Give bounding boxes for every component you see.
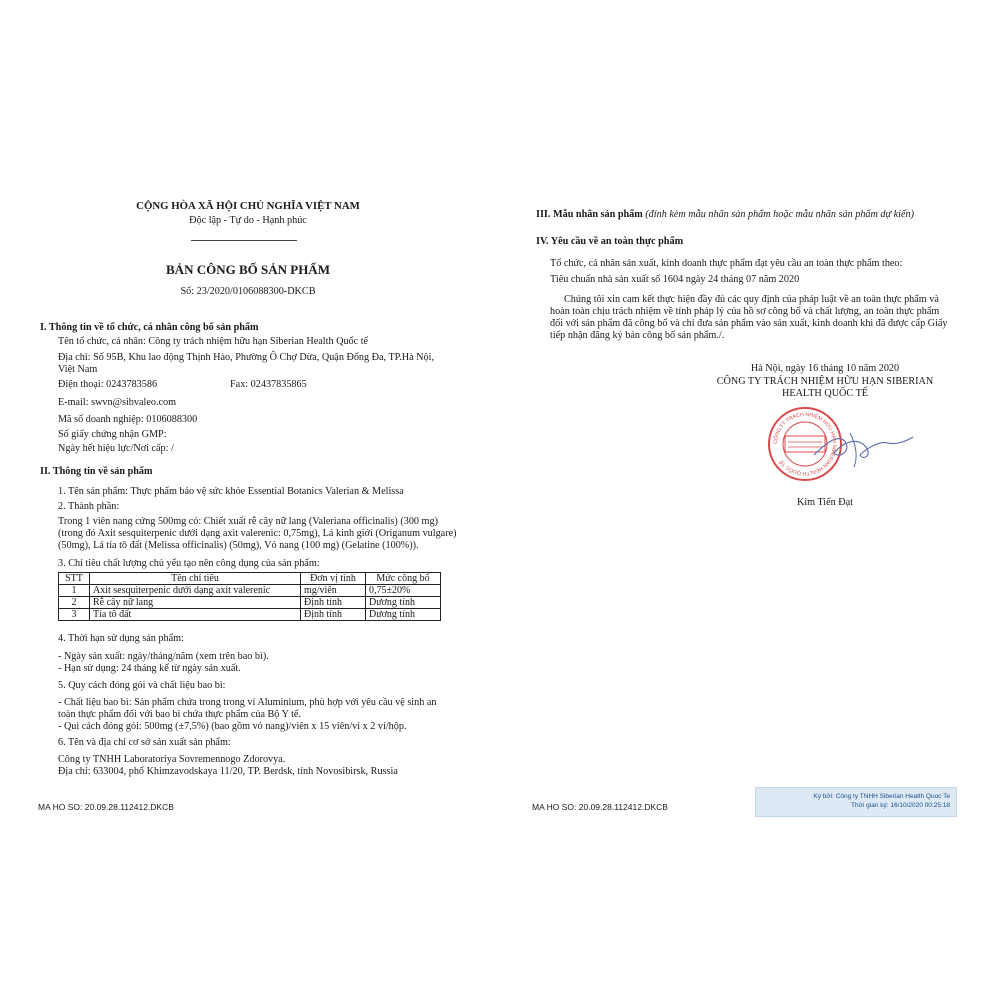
manufacturer-address: Địa chỉ: 633004, phố Khimzavodskaya 11/20, TP. Berdsk, tỉnh Novosibirsk, Russia — [58, 766, 398, 777]
table-cell: Định tính — [301, 597, 366, 609]
safety-line-2: Tiêu chuẩn nhà sản xuất số 1604 ngày 24 tháng 07 năm 2020 — [550, 274, 800, 285]
commitment-line-4: tiếp nhận đăng ký bản công bố sản phẩm./. — [550, 330, 725, 341]
table-cell: Tía tô đất — [90, 609, 301, 621]
org-fax: Fax: 02437835865 — [230, 379, 307, 390]
org-email: E-mail: swvn@sibvaleo.com — [58, 397, 177, 408]
table-header-row — [59, 573, 441, 585]
table-cell: Định tính — [301, 609, 366, 621]
section-3-title: III. Mẫu nhãn sản phẩm — [536, 209, 643, 220]
product-name: 1. Tên sản phẩm: Thực phẩm bảo vệ sức khỏe Essential Botanics Valerian & Melissa — [58, 486, 404, 497]
document-number: Số: 23/2020/0106088300-DKCB — [180, 286, 316, 297]
section-1-title: I. Thông tin về tổ chức, cá nhân công bố sản phẩm — [40, 322, 259, 333]
manufacturer-name: Công ty TNHH Laboratoriya Sovremennogo Zdorovya. — [58, 754, 286, 765]
composition-line-2: (trong đó Axit sesquiterpenic dưới dạng axit valerenic: 0,75mg), Lá kinh giới (Origanum vulgare) — [58, 528, 457, 539]
right-footer-code: MA HO SO: 20.09.28.112412.DKCB — [532, 802, 668, 812]
digital-signature-box — [755, 787, 957, 817]
company-name-line-2: HEALTH QUỐC TẾ — [781, 388, 869, 399]
document-title: BẢN CÔNG BỐ SẢN PHẨM — [166, 262, 330, 277]
packaging-line-3: - Qui cách đóng gói: 500mg (±7,5%) (bao gồm vỏ nang)/viên x 15 viên/vỉ x 2 vỉ/hộp. — [58, 721, 407, 732]
digital-signed-time: Thời gian ký: 16/10/2020 00:25:18 — [851, 802, 950, 809]
table-cell: 1 — [59, 585, 90, 597]
safety-line-1: Tổ chức, cá nhân sản xuất, kinh doanh thực phẩm đạt yêu cầu an toàn thực phẩm theo: — [550, 258, 903, 269]
manufacture-date: - Ngày sản xuất: ngày/tháng/năm (xem trên bao bì). — [58, 651, 269, 662]
packaging-line-2: toàn thực phẩm đối với bao bì chứa thực phẩm của Bộ Y tế. — [58, 709, 301, 720]
left-footer-code: MA HO SO: 20.09.28.112412.DKCB — [38, 802, 174, 812]
signature-mark — [810, 425, 915, 470]
table-cell: mg/viên — [301, 585, 366, 597]
packaging-label: 5. Quy cách đóng gói và chất liệu bao bì: — [58, 680, 226, 691]
packaging-line-1: - Chất liệu bao bì: Sản phẩm chứa trong trong vỉ Aluminium, phù hợp với yêu cầu vệ sinh an — [58, 697, 437, 708]
table-cell: 3 — [59, 609, 90, 621]
org-address-line-2: Việt Nam — [58, 364, 98, 375]
table-row — [59, 609, 441, 621]
company-name-line-1: CÔNG TY TRÁCH NHIỆM HỮU HẠN SIBERIAN — [716, 376, 934, 387]
section-3-note: (đính kèm mẫu nhãn sản phẩm hoặc mẫu nhãn sản phẩm dự kiến) — [645, 209, 914, 220]
composition-line-1: Trong 1 viên nang cứng 500mg có: Chiết xuất rễ cây nữ lang (Valeriana officinalis) (300 mg) — [58, 516, 438, 527]
stamp-ring-text: CÔNG TY TRÁCH NHIỆM HỮU HẠN SIBERIAN HEALTH QUỐC TẾ — [772, 411, 838, 477]
composition-line-3: (50mg), Lá tía tô đất (Melissa officinalis) (50mg), Vỏ nang (100 mg) (Gelatine (100%)). — [58, 540, 419, 551]
table-row — [59, 585, 441, 597]
table-cell: Rễ cây nữ lang — [90, 597, 301, 609]
table-cell: 0,75±20% — [366, 585, 441, 597]
table-cell: Dương tính — [366, 597, 441, 609]
table-header-cell: STT — [59, 573, 90, 585]
table-header-cell: Đơn vị tính — [301, 573, 366, 585]
shelf-life: - Hạn sử dụng: 24 tháng kể từ ngày sản xuất. — [58, 663, 241, 674]
org-tax-code: Mã số doanh nghiệp: 0106088300 — [58, 414, 198, 425]
commitment-line-1: Chúng tôi xin cam kết thực hiện đầy đủ các quy định của pháp luật về an toàn thực phẩm và — [564, 294, 939, 305]
commitment-line-2: hoàn toàn chịu trách nhiệm về tính pháp lý của hồ sơ công bố và chất lượng, an toàn thực phẩm — [550, 306, 940, 317]
org-name: Tên tổ chức, cá nhân: Công ty trách nhiệm hữu hạn Siberian Health Quốc tế — [58, 336, 369, 347]
section-2-title: II. Thông tin về sản phẩm — [40, 466, 153, 477]
national-header: CỘNG HÒA XÃ HỘI CHỦ NGHĨA VIỆT NAM — [136, 200, 360, 212]
section-3-heading — [536, 209, 914, 221]
commitment-line-3: đối với sản phẩm đã công bố và chỉ đưa sản phẩm vào sản xuất, kinh doanh khi đã được cấp Giấy — [550, 318, 948, 329]
org-phone: Điện thoại: 0243783586 — [58, 379, 158, 390]
digital-signed-by: Ký bởi: Công ty TNHH Siberian Health Quoc Te — [813, 793, 950, 800]
signer-name: Kim Tiến Đạt — [796, 497, 854, 508]
composition-label: 2. Thành phần: — [58, 501, 120, 512]
certificate-expiry: Ngày hết hiệu lực/Nơi cấp: / — [58, 443, 174, 454]
org-address-line-1: Địa chỉ: Số 95B, Khu lao động Thịnh Hào, Phường Ô Chợ Dừa, Quận Đống Đa, TP.Hà Nội, — [58, 352, 435, 363]
table-header-cell: Mức công bố — [366, 573, 441, 585]
signing-date: Hà Nội, ngày 16 tháng 10 năm 2020 — [750, 363, 900, 374]
quality-criteria-label: 3. Chỉ tiêu chất lượng chủ yếu tạo nên công dụng của sản phẩm: — [58, 558, 320, 569]
table-cell: 2 — [59, 597, 90, 609]
national-motto: Độc lập - Tự do - Hạnh phúc — [189, 215, 307, 226]
gmp-certificate: Số giấy chứng nhận GMP: — [58, 429, 167, 440]
table-header-cell: Tên chỉ tiêu — [90, 573, 301, 585]
table-cell: Axit sesquiterpenic dưới dạng axit valerenic — [90, 585, 301, 597]
shelf-life-label: 4. Thời hạn sử dụng sản phẩm: — [58, 633, 184, 644]
quality-criteria-table — [58, 572, 441, 621]
table-row — [59, 597, 441, 609]
section-4-title: IV. Yêu cầu về an toàn thực phẩm — [536, 236, 684, 247]
table-cell: Dương tính — [366, 609, 441, 621]
manufacturer-label: 6. Tên và địa chỉ cơ sở sản xuất sản phẩm: — [58, 737, 231, 748]
header-divider — [191, 240, 297, 241]
